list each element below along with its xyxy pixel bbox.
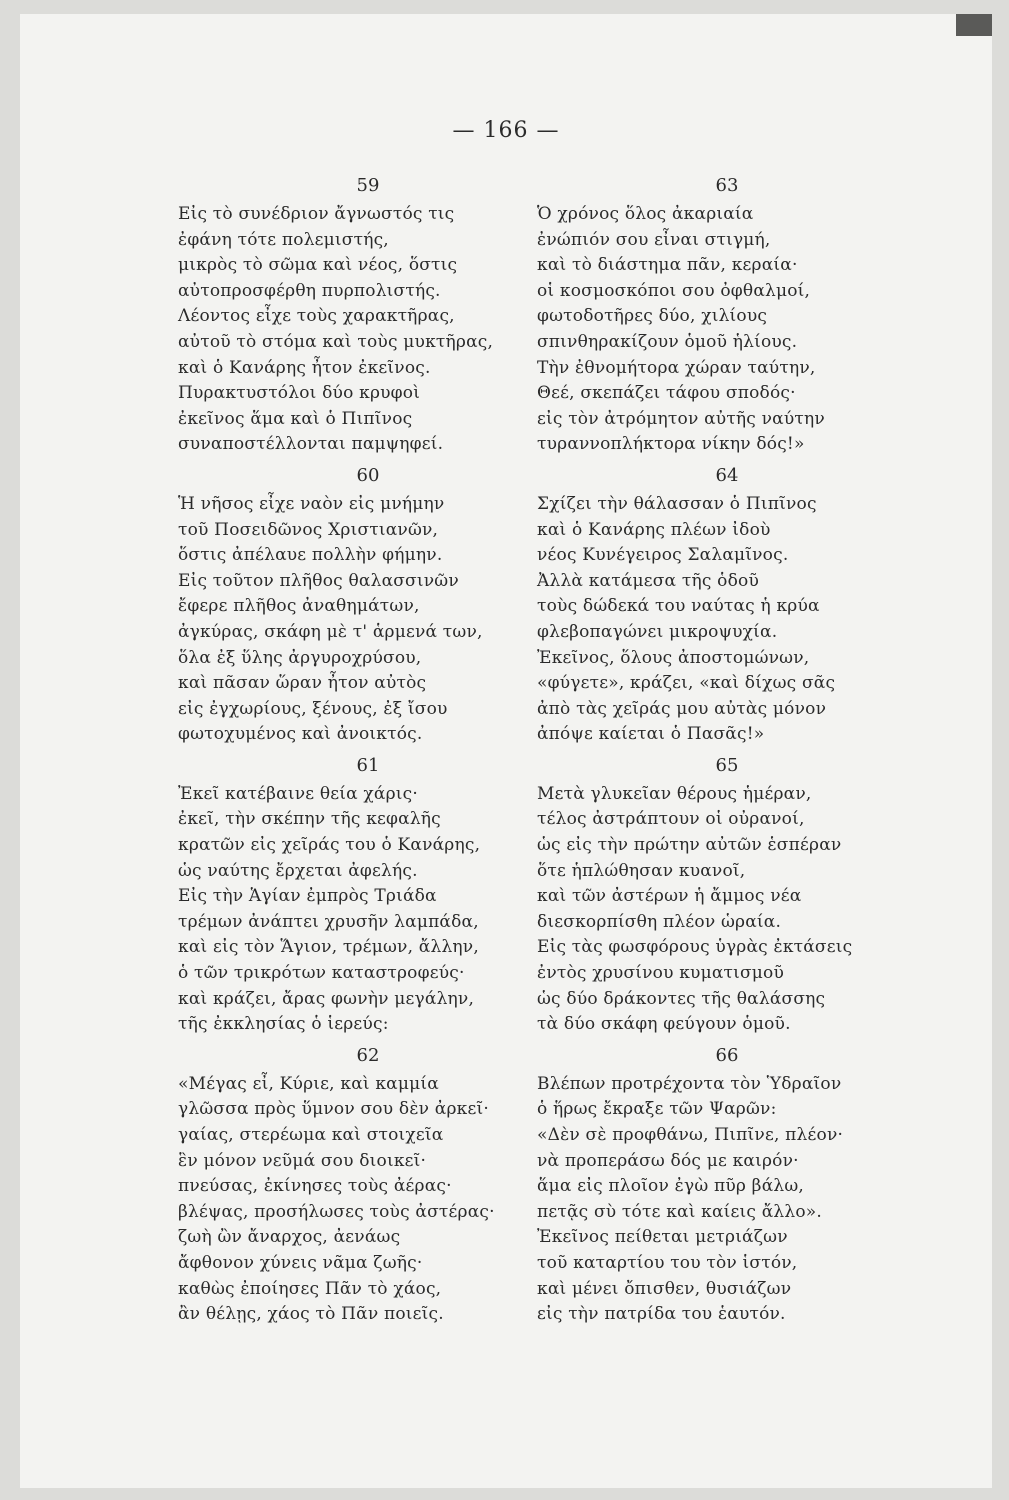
page-number: — 166 — [452,118,560,143]
verse-line: φωτοδοτῆρες δύο, χιλίους [537,306,768,327]
book-page [20,14,992,1488]
verse-line: καὶ μένει ὄπισθεν, θυσιάζων [537,1278,792,1299]
verse-line: ἐκεῖ, τὴν σκέπην τῆς κεφαλῆς [178,809,441,830]
stanza [537,1044,917,1328]
verse-line: καὶ τῶν ἀστέρων ἡ ἄμμος νέα [537,886,802,907]
verse-line: ὁ ἥρως ἔκραξε τῶν Ψαρῶν: [537,1099,777,1120]
verse-line: Βλέπων προτρέχοντα τὸν Ὑδραῖον [537,1073,842,1094]
verse-line: ἐκεῖνος ἅμα καὶ ὁ Πιπῖνος [178,408,413,429]
stanza [178,174,558,458]
verse-line: συναποστέλλονται παμψηφεί. [178,434,444,455]
stanza [178,1044,558,1328]
verse-line: πνεύσας, ἐκίνησες τοὺς ἀέρας· [178,1176,452,1197]
verse-line: Ἡ νῆσος εἶχε ναὸν εἰς μνήμην [178,493,445,514]
verse-line: «Μέγας εἶ, Κύριε, καὶ καμμία [178,1073,439,1094]
stanza-number: 65 [715,754,739,776]
stanza [537,174,917,458]
scan-corner-mark [956,14,992,36]
verse-line: καὶ εἰς τὸν Ἅγιον, τρέμων, ἄλλην, [178,937,479,958]
verse-line: καὶ πᾶσαν ὥραν ἦτον αὐτὸς [178,673,427,694]
verse-line: καὶ τὸ διάστημα πᾶν, κεραία· [537,255,798,276]
stanza [537,464,917,748]
stanza-number: 62 [356,1044,380,1066]
verse-line: ὡς δύο δράκοντες τῆς θαλάσσης [537,988,826,1009]
verse-line: ὅστις ἀπέλαυε πολλὴν φήμην. [178,545,443,566]
verse-line: τέλος ἀστράπτουν οἱ οὐρανοί, [537,809,805,830]
verse-line: ἐντὸς χρυσίνου κυματισμοῦ [537,963,785,984]
verse-line: ἓν μόνον νεῦμά σου διοικεῖ· [178,1150,427,1171]
verse-line: εἰς ἐγχωρίους, ξένους, ἐξ ἴσου [178,698,448,719]
verse-line: πετᾷς σὺ τότε καὶ καίεις ἄλλο». [537,1201,822,1222]
verse-line: φλεβοπαγώνει μικροψυχία. [537,621,778,642]
verse-line: εἰς τὸν ἀτρόμητον αὐτῆς ναύτην [537,408,825,429]
verse-line: Ὁ χρόνος ὅλος ἀκαριαία [537,204,754,224]
verse-line: ὅτε ἡπλώθησαν κυανοῖ, [537,860,746,881]
verse-line: τοῦ καταρτίου του τὸν ἱστόν, [537,1252,798,1273]
verse-line: τοῦ Ποσειδῶνος Χριστιανῶν, [178,519,439,540]
verse-line: ἐφάνη τότε πολεμιστής, [178,229,389,250]
verse-line: ὡς εἰς τὴν πρώτην αὐτῶν ἑσπέραν [537,835,842,856]
verse-line: αὐτοπροσφέρθη πυρπολιστής. [178,280,441,301]
verse-line: Μετὰ γλυκεῖαν θέρους ἡμέραν, [537,783,812,804]
verse-line: τρέμων ἀνάπτει χρυσῆν λαμπάδα, [178,911,479,932]
verse-line: τὰ δύο σκάφη φεύγουν ὁμοῦ. [537,1014,791,1035]
verse-line: Ἐκεῖ κατέβαινε θεία χάρις· [178,783,418,804]
stanza-number: 60 [356,464,380,486]
stanza [178,464,558,748]
verse-line: καὶ ὁ Κανάρης πλέων ἰδοὺ [537,519,771,540]
verse-line: σπινθηρακίζουν ὁμοῦ ἡλίους. [537,331,798,352]
verse-line: φωτοχυμένος καὶ ἀνοικτός. [178,724,423,745]
stanza [178,754,558,1038]
verse-line: Ἀλλὰ κατάμεσα τῆς ὁδοῦ [537,570,759,591]
verse-line: γλῶσσα πρὸς ὕμνον σου δὲν ἀρκεῖ· [178,1099,489,1120]
verse-line: «Δὲν σὲ προφθάνω, Πιπῖνε, πλέον· [537,1125,844,1145]
verse-line: Εἰς τοῦτον πλῆθος θαλασσινῶν [178,570,459,591]
verse-line: ἀπὸ τὰς χεῖράς μου αὐτὰς μόνον [537,698,827,719]
verse-line: ὁ τῶν τρικρότων καταστροφεύς· [178,963,465,984]
left-column [178,168,558,1332]
verse-line: Εἰς τὴν Ἁγίαν ἐμπρὸς Τριάδα [178,886,437,907]
verse-line: Ἐκεῖνος πείθεται μετριάζων [537,1227,788,1248]
verse-line: ὡς ναύτης ἔρχεται ἀφελής. [178,860,418,881]
verse-line: ἀγκύρας, σκάφη μὲ τ' ἁρμενά των, [178,621,483,642]
stanza [537,754,917,1038]
verse-line: ἂν θέλῃς, χάος τὸ Πᾶν ποιεῖς. [178,1304,444,1325]
verse-line: Θεέ, σκεπάζει τάφου σποδός· [537,383,796,404]
verse-line: οἱ κοσμοσκόποι σου ὀφθαλμοί, [537,280,811,301]
verse-line: ἄφθονον χύνεις νᾶμα ζωῆς· [178,1252,423,1273]
verse-line: τῆς ἐκκλησίας ὁ ἱερεύς: [178,1014,389,1035]
right-column [537,168,917,1332]
verse-line: ὅλα ἐξ ὕλης ἀργυροχρύσου, [178,647,422,668]
verse-line: καθὼς ἐποίησες Πᾶν τὸ χάος, [178,1278,442,1299]
stanza-number: 59 [356,175,380,196]
verse-line: καὶ ὁ Κανάρης ἦτον ἐκεῖνος. [178,357,431,378]
verse-line: νὰ προπεράσω δός με καιρόν· [537,1150,799,1171]
verse-line: αὐτοῦ τὸ στόμα καὶ τοὺς μυκτῆρας, [178,331,494,352]
verse-line: ἅμα εἰς πλοῖον ἐγὼ πῦρ βάλω, [537,1176,805,1197]
verse-line: εἰς τὴν πατρίδα του ἑαυτόν. [537,1304,786,1325]
verse-line: Ἐκεῖνος, ὅλους ἀποστομώνων, [537,647,810,668]
verse-line: τοὺς δώδεκά του ναύτας ἡ κρύα [537,596,820,617]
stanza-number: 66 [715,1044,739,1066]
verse-line: Εἰς τὰς φωσφόρους ὑγρὰς ἐκτάσεις [537,937,853,958]
verse-line: Σχίζει τὴν θάλασσαν ὁ Πιπῖνος [537,493,817,514]
verse-line: ἀπόψε καίεται ὁ Πασᾶς!» [537,724,765,745]
verse-line: διεσκορπίσθη πλέον ὡραία. [537,911,782,932]
verse-line: βλέψας, προσήλωσες τοὺς ἀστέρας· [178,1201,495,1222]
verse-line: «φύγετε», κράζει, «καὶ δίχως σᾶς [537,673,836,694]
verse-line: ἐνώπιόν σου εἶναι στιγμή, [537,229,771,250]
verse-line: ζωὴ ὢν ἄναρχος, ἀενάως [178,1227,401,1248]
verse-line: Τὴν ἐθνομήτορα χώραν ταύτην, [537,357,816,378]
verse-line: γαίας, στερέωμα καὶ στοιχεῖα [178,1125,444,1145]
verse-line: Λέοντος εἶχε τοὺς χαρακτῆρας, [178,306,455,327]
stanza-number: 61 [356,754,380,776]
verse-line: τυραννοπλήκτορα νίκην δός!» [537,434,805,455]
verse-line: Πυρακτυστόλοι δύο κρυφοὶ [178,383,421,404]
verse-line: καὶ κράζει, ἄρας φωνὴν μεγάλην, [178,988,475,1009]
verse-line: μικρὸς τὸ σῶμα καὶ νέος, ὅστις [178,255,458,276]
verse-line: ἔφερε πλῆθος ἀναθημάτων, [178,596,420,617]
verse-line: νέος Κυνέγειρος Σαλαμῖνος. [537,545,789,566]
verse-line: κρατῶν εἰς χεῖράς του ὁ Κανάρης, [178,835,481,856]
verse-line: Εἰς τὸ συνέδριον ἄγνωστός τις [178,204,455,224]
stanza-number: 64 [715,464,739,486]
stanza-number: 63 [715,175,739,196]
